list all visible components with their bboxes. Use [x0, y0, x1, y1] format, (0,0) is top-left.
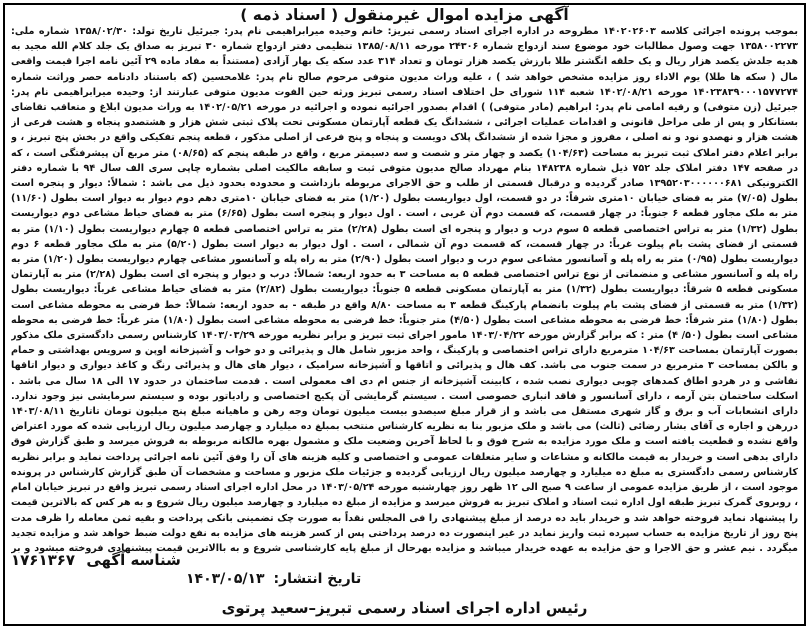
signature: رئیس اداره اجرای اسناد رسمی تبریز–سعید پرتوی	[221, 599, 588, 617]
notice-number-label: شناسه آگهی	[86, 551, 181, 569]
publish-date	[186, 571, 361, 587]
notice-title: آگهی مزایده اموال غیرمنقول ( اسناد ذمه )	[240, 6, 569, 24]
legal-notice	[3, 3, 806, 626]
notice-number	[11, 551, 181, 569]
publish-date-value: ۱۴۰۳/۰۵/۱۳	[186, 571, 265, 587]
publish-date-label: تاریخ انتشار:	[273, 571, 362, 587]
notice-body: بموجب پرونده اجرائی کلاسه ۱۴۰۲۰۲۶۰۳ مطروحه در اداره اجرای اسناد رسمی تبریز: خانم وحیده میرابراهیمی نام پدر: جبرئیل تاریخ تولد: ۱۳۵۸/۰۲/۳۰ شماره ملی: ۱۳۵۸۰۰۲۲۷۳ جهت وصول مطالبات خود موضوع سند ازدواج شماره ۲۴۳۰۶ مورخه ۱۳۸۵/۰۸/۱۱ تنظیمی دفتر ازدواج شماره ۳۰ تبریز به صداق یک جلد کلام الله مجید به هدیه جلدش یکصد هزار ریال و یک حلقه انگشتر طلا بارزش یکصد هزار تومان و تعداد ۳۱۴ عدد سکه یک بهار آزادی (مستنداً به مفاد ماده ۲۹ آئین نامه اجرا قیمت واقعی مال ( سکه ها طلا) یوم الاداء روز مزایده مشخص خواهد شد ) ، علیه وراث مدیون متوفی مرحوم صالح نام پدر: غلامحسین (که باستناد دادنامه حصر وراثت شماره ۱۴۰۲۳۸۳۹۰۰۰۱۵۷۷۲۷۴ مورخه ۱۴۰۲/۰۸/۲۱ شعبه ۱۱۴ شورای حل اختلاف اسناد رسمی تبریز ورثه حین الفوت مدیون متوفی عبارتند از: وحیده میرابراهیمی نام پدر: جبرئیل (زن متوفی) و رقیه امامی نام پدر: ابراهیم (مادر متوفی) ) اقدام بصدور اجرائیه نموده و اجرائیه در مورخه ۱۴۰۲/۰۵/۲۱ به وراث مدیون ابلاغ و متعاقب تقاضای بستانکار و پس از طی مراحل قانونی و اقدامات عملیات اجرائی ، ششدانگ یک قطعه آپارتمان مسکونی تحت پلاک ثبتی شش هزار و هشتصدو پنجاه و هشت فرعی از هشت هزار و نهصدو نود و نه اصلی ، مفروز و مجزا شده از ششدانگ پلاک دویست و پنجاه و پنج فرعی از اصلی مذکور ، قطعه پنجم تفکیکی واقع در بخش پنج تبریز ، و برابر اعلام دفتر املاک ثبت تبریز به مساحت (۱۰۴/۶۳) یکصد و چهار متر و شصت و سه دسیمتر مربع ، واقع در طبقه پنجم که (۰۸/۶۵) متر مربع آن پیشرفتگی است ، که در صفحه ۱۴۷ دفتر املاک جلد ۷۵۲ ذیل شماره ۱۴۸۲۳۸ بنام مهرداد صالح مدیون متوفی ثبت و سابقه مالکیت اصلی بشماره چاپی سری الف سال ۹۴ با شماره دفتر الکترونیکی ۱۳۹۵۲۰۳۰۰۰۰۰۰۶۸۱ صادر گردیده و درقبال قسمتی از طلب و حق الاجرای مربوطه بازداشت و محدوده بحدود ذیل می باشد : شمالاً: دیوار و پنجره است بطول (۷/۰۵) متر به فضای خیابان ۱۰متری شرقاً: در دو قسمت، اول دیواریست بطول (۱/۲۰) متر به فضای خیابان ۱۰متری دهم دوم دیوار به دیوار است بطول (۱۱/۶۰) متر به ملک مجاور قطعه ۶ جنوباً: در چهار قسمت، که قسمت دوم آن غربی ، است . اول دیوار و پنجره است بطول (۶/۶۵) متر به فضای حیاط مشاعی دوم دیواریست بطول (۱/۳۲) متر به تراس اختصاصی قطعه ۵ سوم درب و دیوار و پنجره ای است بطول (۲/۲۸) متر به تراس اختصاصی قطعه ۵ چهارم دیواریست بطول (۱/۱۰) متر به قسمتی از فضای پشت بام پیلوت غرباً: در چهار قسمت، که قسمت دوم آن شمالی ، است . اول دیوار به دیوار است بطول (۵/۲۰) متر به ملک مجاور قطعه ۶ دوم دیواریست بطول (۰/۹۵) متر به راه پله و آسانسور مشاعی سوم درب و دیوار است بطول (۲/۹۰) متر به راه پله و آسانسور مشاعی چهارم دیواریست بطول (۱/۲۰) متر به راه پله و آسانسور مشاعی و منضماتی از نوع تراس اختصاصی قطعه ۵ به مساحت ۳ به حدود اربعه: شمالاً: درب و دیوار و پنجره ای است بطول (۲/۲۸) متر به آپارتمان مسکونی قطعه ۵ شرقاً: دیواریست بطول (۱/۳۲) متر به آپارتمان مسکونی قطعه ۵ جنوباً: دیواریست بطول (۲/۸۲) متر به فضای حیاط مشاعی غرباً: دیواریست بطول (۱/۳۲) متر به قسمتی از فضای پشت بام پیلوت بانضمام پارکینگ قطعه ۳ به مساحت ۸/۸۰ واقع در طبقه - به حدود اربعه: شمالاً: خط فرضی به محوطه مشاعی است بطول (۱/۸۰) متر شرقاً: خط فرضی به محوطه مشاعی است بطول (۴/۵۰) متر جنوباً: خط فرضی به محوطه مشاعی است بطول (۱/۸۰) متر غرباً: خط فرضی به محوطه مشاعی است بطول (۵۰/ ۴) متر : که برابر گزارش مورخه ۱۴۰۳/۰۴/۲۲ مامور اجرای ثبت تبریز و برابر نظریه مورخه ۱۴۰۳/۰۳/۲۹ کارشناس رسمی دادگستری ملک مذکور بصورت آپارتمان بمساحت ۱۰۴/۶۳ مترمربع دارای تراس اختصاصی و پارکینگ ، واحد مزبور شامل هال و پذیرائی و دو خواب و آشپزخانه اوپن و سرویس بهداشتی و حمام و بالکن بمساحت ۳ مترمربع در سمت جنوب می باشد. کف هال و پذیرائی و اتاقها و آشپزخانه سرامیک ، دیوار های هال و پذیرائی رنگ و کاغذ دیواری و دیوار اتاقها نقاشی و در هردو اطاق کمدهای چوبی دیواری نصب شده ، کابینت آشپزخانه از جنس ام دی اف معمولی است . قدمت ساختمان در حدود ۱۷ الی ۱۸ سال می باشد . اسکلت ساختمان بتن آرمه ، دارای آسانسور و فاقد انباری خصوصی است . سیستم گرمایشی آن پکیج اختصاصی و رادیاتور بوده و سیستم سرمایشی نیز وجود ندارد. دارای انشعابات آب و برق و گاز شهری مستقل می باشد و از قرار مبلغ سیصدو بیست میلیون تومان وجه رهن و ماهیانه مبلغ پنج میلیون تومان تاتاریخ ۱۴۰۳/۰۸/۱۱ دررهن و اجاره ی آقای بشار رضائی (ثالث) می باشد و ملک مزبور بنا به نظریه کارشناس منتخب بمبلغ ده میلیارد و چهارصد میلیون ریال ارزیابی شده که مورد اعتراض واقع نشده و قطعیت یافته است و ملک مورد مزایده به شرح فوق و با لحاظ آخرین وضعیت ملک و مشمول بهره مالکانه مربوطه به فروش میرسد و طبق گزارش فوق دارای بدهی است و خریدار به قیمت مالکانه و مشاعات و سایر متعلقات عمومی و اختصاصی و کلیه هزینه های آن را وفق آئین نامه اجرائی پرداخت نماید و برابر نظریه کارشناس رسمی دادگستری به مبلغ ده میلیارد و چهارصد میلیون ریال ارزیابی گردیده و جزئیات ملک مزبور و مساحت و مشخصات آن طبق گزارش کارشناس در پرونده موجود است ، از طریق مزایده عمومی از ساعت ۹ صبح الی ۱۲ ظهر روز چهارشنبه مورخه ۱۴۰۳/۰۵/۲۴ در محل اداره اجرای اسناد رسمی تبریز واقع در تبریز خیابان امام ، روبروی گمرک تبریز طبقه اول اداره ثبت اسناد و املاک تبریز به فروش میرسد و مزایده از مبلغ ده میلیارد و چهارصد میلیون ریال شروع و به هر کس که بالاترین قیمت را پیشنهاد نماید فروخته خواهد شد و خریدار باید ده درصد از مبلغ پیشنهادی را فی المجلس نقداً به صورت چک تضمینی بانکی پرداخت و بقیه ثمن معامله را ظرف مدت پنج روز از تاریخ مزایده به حساب سپرده ثبت واریز نماید در غیر اینصورت ده درصد پرداختی پس از کسر هزینه های مزایده به نفع دولت ضبط خواهد شد و مزایده تجدید میگردد . نیم عشر و حق الاجرا و حق مزایده به عهده خریدار میباشد و مزایده بهرحال از مبلغ پایه کارشناسی شروع و به باالاترین قیمت پیشنهادی فروخته میشود و بر	[11, 26, 798, 554]
notice-number-value: ۱۷۶۱۳۶۷	[11, 551, 76, 569]
notice-footer	[11, 543, 798, 623]
